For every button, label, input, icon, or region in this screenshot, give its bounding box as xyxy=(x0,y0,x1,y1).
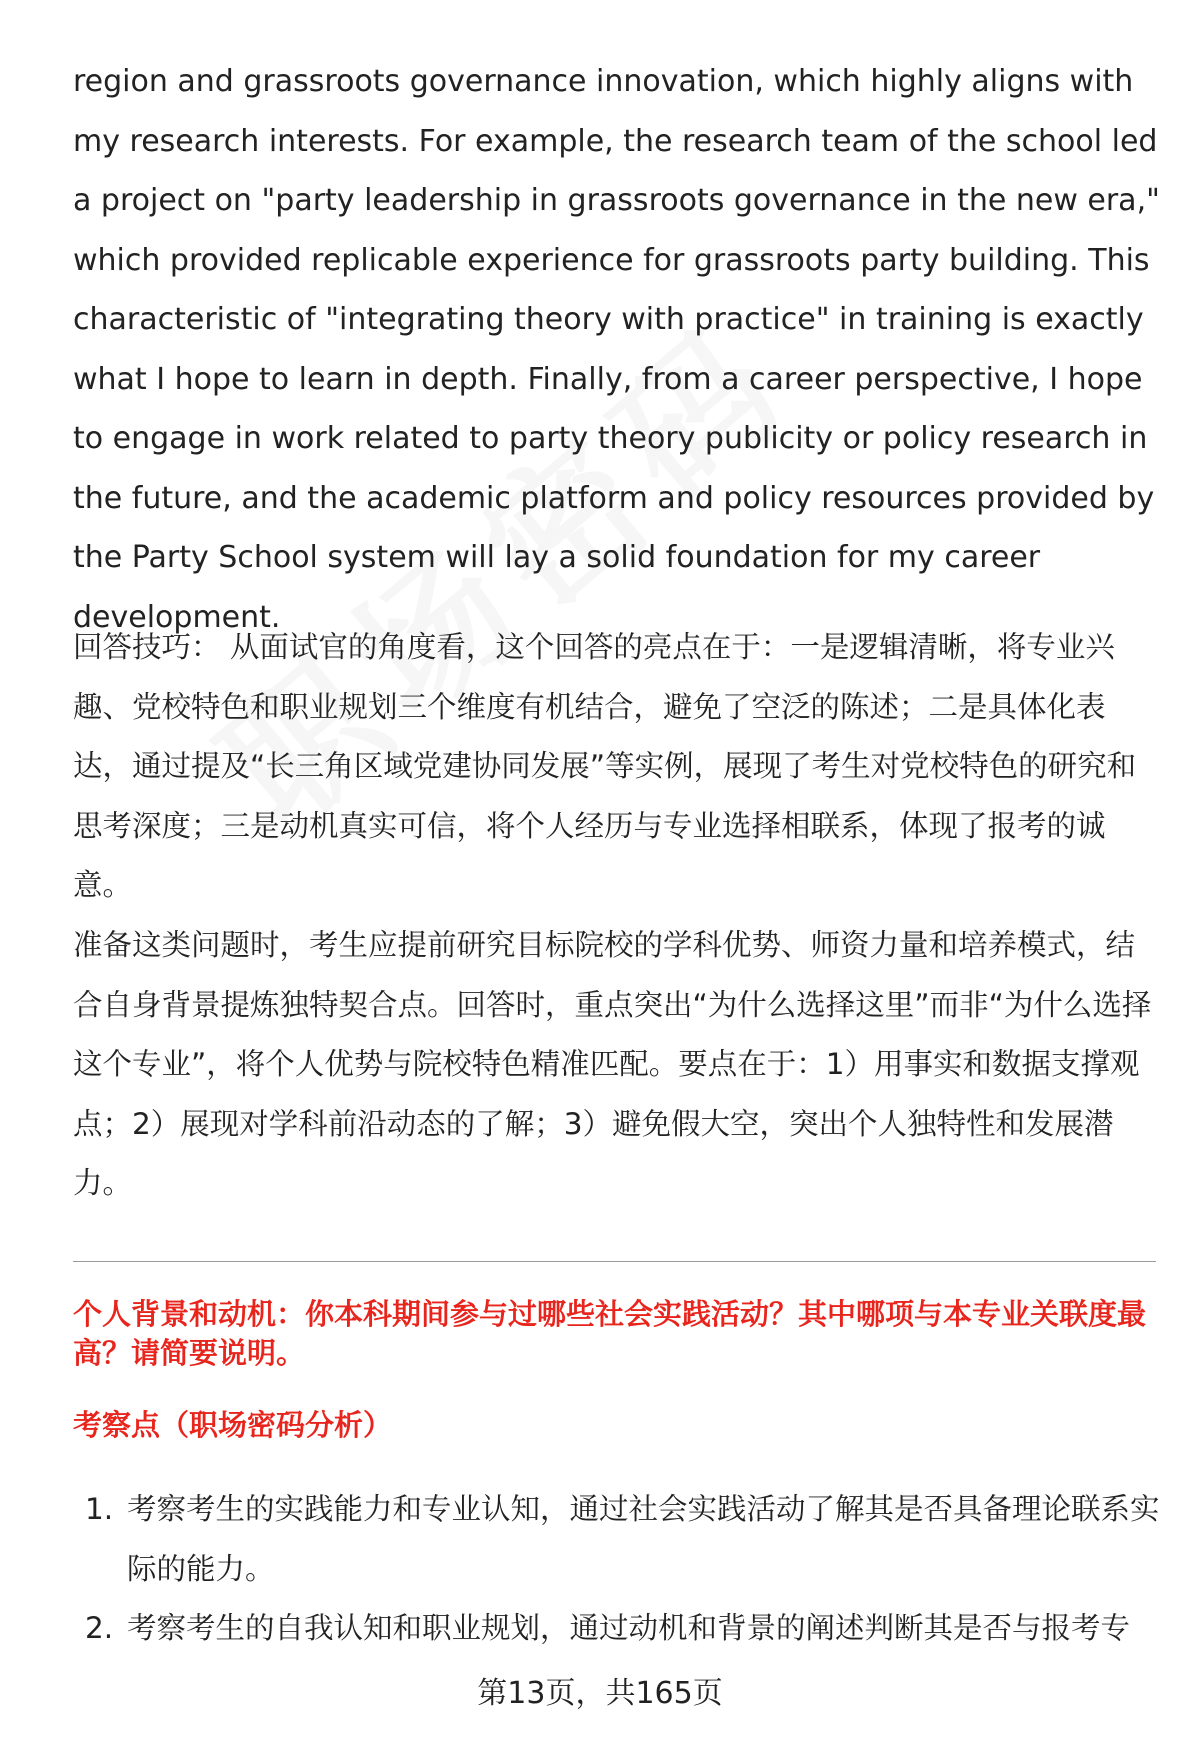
section-divider xyxy=(73,1261,1156,1262)
assessment-points-list xyxy=(73,1480,1163,1659)
interview-question-heading: 个人背景和动机：你本科期间参与过哪些社会实践活动？其中哪项与本专业关联度最高？请简要说明。 xyxy=(73,1297,1147,1370)
page-number-footer: 第13页，共165页 xyxy=(477,1676,723,1711)
list-item-text: 考察考生的实践能力和专业认知，通过社会实践活动了解其是否具备理论联系实际的能力。 xyxy=(127,1492,1160,1586)
list-item xyxy=(73,1599,1163,1659)
answer-tip-paragraph: 回答技巧： 从面试官的角度看，这个回答的亮点在于：一是逻辑清晰，将专业兴趣、党校特色和职业规划三个维度有机结合，避免了空泛的陈述；二是具体化表达，通过提及“长三角区域党建协同发展”等实例，展现了考生对党校特色的研究和思考深度；三是动机真实可信，将个人经历与专业选择相联系，体现了报考的诚意。 xyxy=(73,630,1137,902)
preparation-advice-paragraph: 准备这类问题时，考生应提前研究目标院校的学科优势、师资力量和培养模式，结合自身背景提炼独特契合点。回答时，重点突出“为什么选择这里”而非“为什么选择这个专业”，将个人优势与院校特色精准匹配。要点在于：1）用事实和数据支撑观点；2）展现对学科前沿动态的了解；3）避免假大空，突出个人独特性和发展潜力。 xyxy=(73,928,1152,1200)
list-item xyxy=(73,1480,1163,1599)
assessment-points-title: 考察点（职场密码分析） xyxy=(73,1408,393,1442)
list-item-number: 2. xyxy=(85,1611,114,1645)
list-item-number: 1. xyxy=(85,1492,114,1526)
english-paragraph: region and grassroots governance innovation, which highly aligns with my research interests. For example, the research team of the school led a project on "party leadership in grassroots governance in the new era," which provided replicable experience for grassroots party building. This characteristic of "integrating theory with practice" in training is exactly what I hope to learn in depth. Finally, from a career perspective, I hope to engage in work related to party theory publicity or policy research in the future, and the academic platform and policy resources provided by the Party School system will lay a solid foundation for my career development. xyxy=(73,64,1160,635)
list-item-text: 考察考生的自我认知和职业规划，通过动机和背景的阐述判断其是否与报考专 xyxy=(127,1611,1131,1645)
